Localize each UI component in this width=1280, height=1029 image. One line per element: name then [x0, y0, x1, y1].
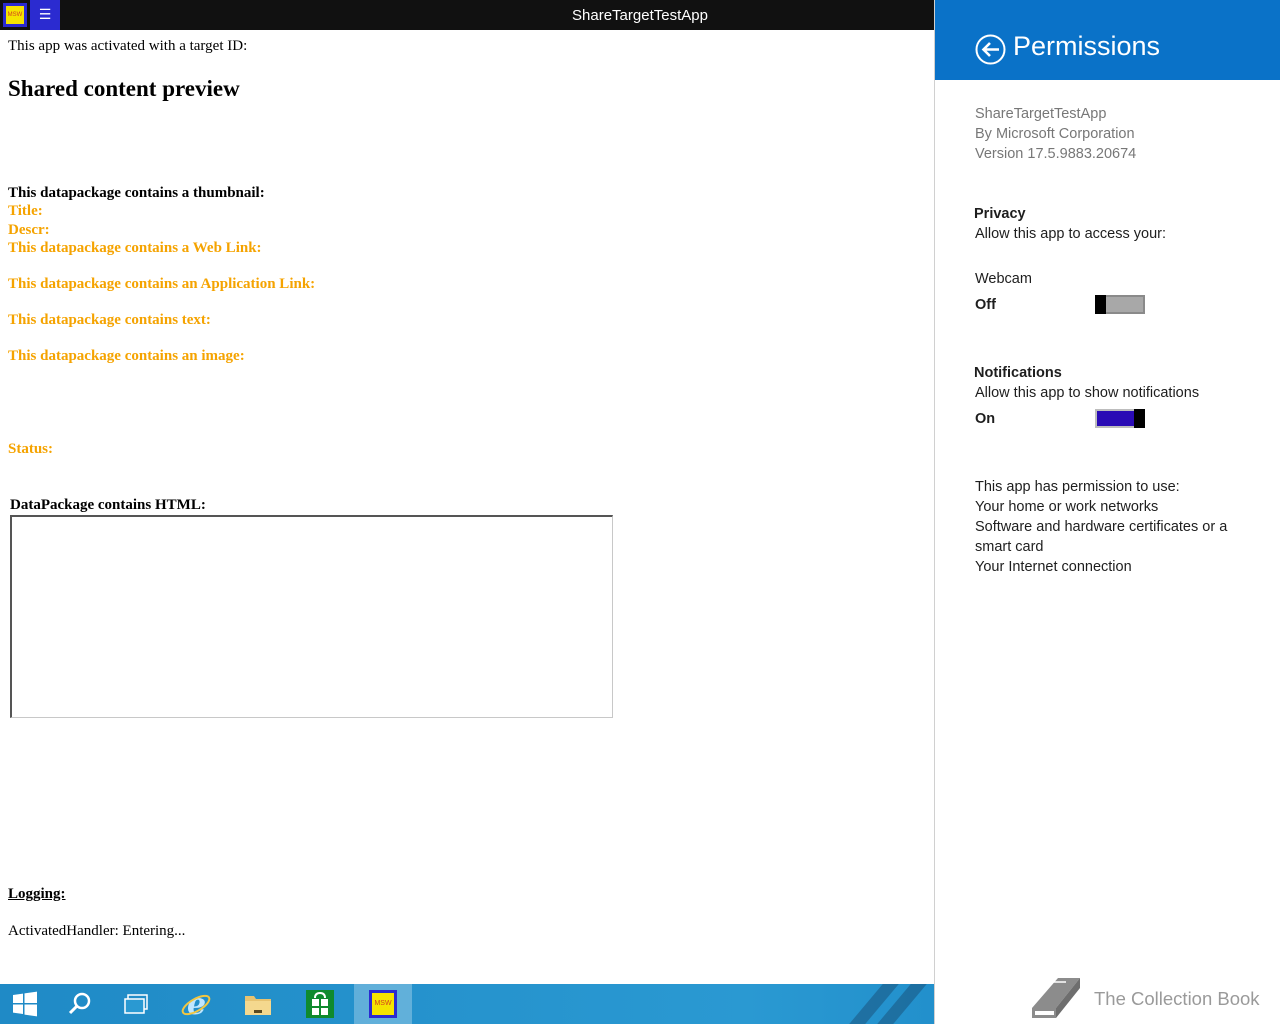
back-arrow-icon[interactable] [975, 34, 1006, 65]
notifications-state: On [975, 411, 996, 427]
activation-text: This app was activated with a target ID: [8, 38, 248, 54]
privacy-description: Allow this app to access your: [975, 226, 1167, 242]
taskbar [0, 984, 934, 1024]
logging-label: Logging: [8, 886, 66, 902]
title-label: Title: [8, 203, 43, 219]
text-label: This datapackage contains text: [8, 312, 211, 328]
window-title: ShareTargetTestApp [572, 7, 708, 24]
webcam-toggle[interactable] [1095, 295, 1145, 314]
html-label: DataPackage contains HTML: [10, 497, 206, 513]
image-label: This datapackage contains an image: [8, 348, 245, 364]
hamburger-icon[interactable]: ☰ [30, 0, 60, 30]
task-view-icon[interactable] [112, 984, 160, 1024]
notifications-description: Allow this app to show notifications [975, 385, 1200, 401]
pane-title: Permissions [1013, 31, 1161, 61]
store-icon[interactable] [296, 984, 344, 1024]
internet-explorer-icon[interactable] [172, 984, 220, 1024]
start-icon[interactable] [0, 984, 50, 1024]
permissions-pane [934, 0, 1280, 1024]
pane-header [935, 0, 1280, 80]
applink-label: This datapackage contains an Application Link: [8, 276, 316, 292]
toggle-thumb [1134, 409, 1145, 428]
msw-app-icon[interactable] [354, 984, 412, 1024]
permission-item: Your home or work networks [975, 499, 1159, 515]
watermark-text: The Collection Book [1094, 988, 1260, 1009]
svg-text:e: e [187, 988, 207, 1020]
status-label: Status: [8, 441, 54, 457]
title-bar [0, 0, 934, 30]
notifications-toggle[interactable] [1095, 409, 1145, 428]
permission-item: smart card [975, 539, 1044, 555]
permission-item: Software and hardware certificates or a [975, 519, 1228, 535]
privacy-heading: Privacy [974, 206, 1026, 222]
preview-heading: Shared content preview [8, 76, 240, 101]
taskbar-app-label: MSW [372, 993, 394, 1015]
permission-item: Your Internet connection [975, 559, 1132, 575]
permission-heading: This app has permission to use: [975, 479, 1180, 495]
notifications-heading: Notifications [974, 365, 1062, 381]
html-content-box[interactable] [10, 515, 613, 718]
file-explorer-icon[interactable] [234, 984, 282, 1024]
toggle-thumb [1095, 295, 1106, 314]
version: Version 17.5.9883.20674 [975, 146, 1137, 162]
app-icon-label: MSW [6, 6, 24, 24]
weblink-label: This datapackage contains a Web Link: [8, 240, 262, 256]
search-icon[interactable] [56, 984, 104, 1024]
log-entry: ActivatedHandler: Entering... [8, 923, 186, 939]
publisher: By Microsoft Corporation [975, 126, 1135, 142]
webcam-label: Webcam [975, 271, 1032, 287]
thumbnail-label: This datapackage contains a thumbnail: [8, 185, 265, 201]
descr-label: Descr: [8, 222, 50, 238]
app-name: ShareTargetTestApp [975, 106, 1107, 122]
webcam-state: Off [975, 297, 996, 313]
app-icon[interactable] [3, 3, 27, 27]
